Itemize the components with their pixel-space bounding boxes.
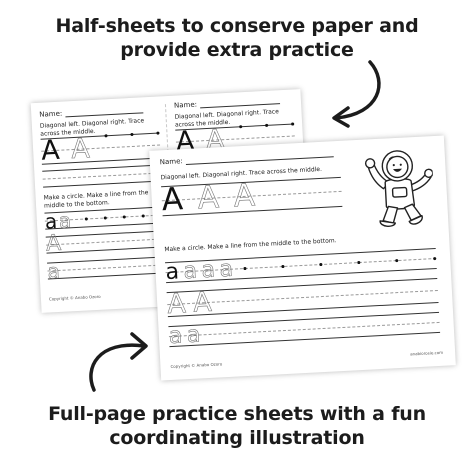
letter-upper-trace-4: A bbox=[192, 286, 213, 319]
letter-lower-model: a bbox=[44, 209, 58, 234]
practice-guides-upper bbox=[166, 278, 439, 321]
headline-bottom-line-2: coordinating illustration bbox=[109, 427, 365, 449]
tracing-guides-lower bbox=[44, 206, 164, 234]
name-label: Name: bbox=[39, 109, 63, 119]
name-line bbox=[65, 106, 143, 117]
curved-arrow-icon bbox=[80, 328, 160, 394]
site-url: anabiorosie.com bbox=[410, 349, 444, 357]
full-page-sheet bbox=[149, 135, 456, 380]
letter-upper-trace: A bbox=[70, 133, 91, 166]
instruction-lower: Make a circle. Make a line from the middle to the bottom. bbox=[164, 237, 337, 254]
instruction-upper: Diagonal left. Diagonal right. Trace across the middle. bbox=[39, 117, 145, 138]
name-row bbox=[174, 96, 280, 110]
instruction-upper: Diagonal left. Diagonal right. Trace across the middle. bbox=[160, 165, 323, 182]
tracing-guides-upper bbox=[41, 133, 161, 165]
name-label: Name: bbox=[173, 100, 198, 110]
letter-lower-trace-1: a bbox=[182, 258, 198, 285]
letter-upper-trace: A bbox=[205, 124, 226, 157]
astronaut-icon bbox=[361, 146, 435, 232]
name-line bbox=[186, 150, 334, 165]
name-line bbox=[200, 97, 280, 108]
letter-lower-trace-3: a bbox=[218, 256, 234, 283]
headline-bottom bbox=[0, 402, 474, 450]
headline-top bbox=[0, 14, 474, 62]
letter-lower-trace-5: a bbox=[186, 322, 202, 349]
copyright: Copyright © Anabo Ozoro bbox=[48, 293, 101, 302]
letter-lower-trace-4: a bbox=[168, 323, 184, 350]
letter-lower-model: a bbox=[164, 259, 180, 286]
letter-lower-trace-2: a bbox=[200, 257, 216, 284]
tracing-guides-lower bbox=[164, 248, 437, 286]
letter-upper-model: A bbox=[175, 125, 196, 158]
headline-top-line-1: Half-sheets to conserve paper and bbox=[55, 15, 419, 37]
letter-upper-model: A bbox=[40, 134, 61, 167]
name-row bbox=[160, 149, 334, 166]
letter-lower-trace: a bbox=[58, 208, 72, 233]
letter-upper-model: A bbox=[160, 181, 184, 219]
instruction-upper: Diagonal left. Diagonal right. Trace across the middle. bbox=[174, 108, 280, 129]
letter-upper-trace-2: A bbox=[232, 177, 256, 215]
practice-guides-lower-2 bbox=[46, 256, 167, 284]
tracing-guides-upper bbox=[160, 177, 342, 219]
practice-guides-lower bbox=[45, 230, 166, 257]
headline-bottom-line-1: Full-page practice sheets with a fun bbox=[48, 403, 426, 425]
instruction-lower: Make a circle. Make a line from the middle to the bottom. bbox=[43, 189, 149, 210]
letter-upper-trace-3: A bbox=[166, 288, 187, 321]
copyright: Copyright © Anabo Ozoro bbox=[170, 361, 223, 370]
letter-upper-trace-2: A bbox=[45, 230, 62, 257]
headline-top-line-2: provide extra practice bbox=[120, 39, 354, 61]
name-label: Name: bbox=[159, 157, 183, 167]
practice-guides-upper bbox=[42, 164, 162, 186]
name-row bbox=[39, 105, 143, 118]
letter-upper-trace-1: A bbox=[196, 179, 220, 217]
letter-lower-trace-2: a bbox=[46, 258, 61, 284]
curved-arrow-icon bbox=[322, 58, 392, 128]
